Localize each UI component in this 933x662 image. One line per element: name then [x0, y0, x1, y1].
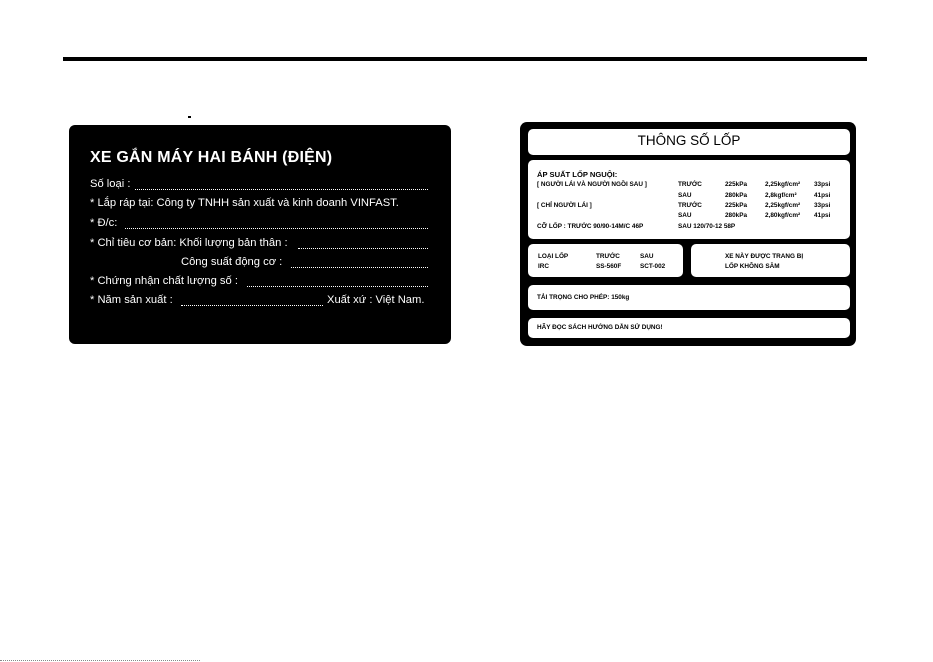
- assembled-line: * Lắp ráp tại: Công ty TNHH sản xuất và kinh doanh VINFAST.: [90, 197, 399, 209]
- pressure-kpa: 280kPa: [725, 212, 748, 219]
- title-box: [528, 129, 850, 155]
- pressure-pos: TRƯỚC: [678, 181, 702, 188]
- tubeless-line-1: XE NÀY ĐƯỢC TRANG BỊ: [725, 253, 804, 260]
- rider-passenger-label: [ NGƯỜI LÁI VÀ NGƯỜI NGỒI SAU ]: [537, 181, 647, 188]
- tire-type-box: [528, 244, 683, 277]
- stray-mark: [188, 116, 191, 118]
- year-line: * Năm sản xuất :: [90, 294, 173, 306]
- model-line: Số loại :: [90, 178, 131, 190]
- specs-dots: [298, 248, 428, 249]
- pressure-psi: 41psi: [814, 192, 831, 199]
- pressure-pos: TRƯỚC: [678, 202, 702, 209]
- pressure-kgf: 2,25kgf/cm²: [765, 181, 801, 188]
- pressure-box: [528, 160, 850, 239]
- pressure-psi: 33psi: [814, 202, 831, 209]
- address-dots: [125, 228, 428, 229]
- motor-power-dots: [291, 267, 428, 268]
- vehicle-info-label: [69, 125, 451, 344]
- pressure-kgf: 2,25kgf/cm²: [765, 202, 801, 209]
- header-rule: [63, 57, 867, 61]
- tire-spec-label: [520, 122, 856, 346]
- max-load: TẢI TRỌNG CHO PHÉP: 150kg: [537, 294, 630, 301]
- motor-power-line: Công suất động cơ :: [181, 256, 283, 268]
- year-dots: [181, 305, 323, 306]
- tire-type-brand: IRC: [538, 263, 550, 270]
- tire-spec-title: THÔNG SỐ LỐP: [637, 133, 741, 148]
- manual-box: [528, 318, 850, 338]
- footer-rule: [0, 660, 200, 661]
- tire-size-rear: SAU 120/70-12 58P: [678, 223, 736, 230]
- pressure-kgf: 2,80kgf/cm²: [765, 212, 801, 219]
- rider-only-label: [ CHỈ NGƯỜI LÁI ]: [537, 202, 592, 209]
- tire-type-rear: SCT-002: [640, 263, 666, 270]
- pressure-kpa: 225kPa: [725, 202, 748, 209]
- pressure-psi: 33psi: [814, 181, 831, 188]
- model-dots: [135, 189, 428, 190]
- tire-type-header-2: SAU: [640, 253, 654, 260]
- tire-type-header-0: LOẠI LỐP: [538, 253, 569, 260]
- specs-line: * Chỉ tiêu cơ bản: Khối lượng bản thân :: [90, 237, 288, 249]
- cold-pressure-heading: ÁP SUẤT LỐP NGUỘI:: [537, 170, 618, 179]
- label-title: XE GẮN MÁY HAI BÁNH (ĐIỆN): [90, 149, 333, 166]
- tire-type-front: SS-560F: [596, 263, 622, 270]
- tubeless-line-2: LỐP KHÔNG SĂM: [725, 263, 780, 270]
- tubeless-box: [691, 244, 850, 277]
- pressure-kpa: 280kPa: [725, 192, 748, 199]
- quality-cert-dots: [247, 286, 428, 287]
- manual-notice: HÃY ĐỌC SÁCH HƯỚNG DẪN SỬ DỤNG!: [537, 324, 663, 331]
- quality-cert-line: * Chứng nhận chất lượng số :: [90, 275, 238, 287]
- address-line: * Đ/c:: [90, 217, 118, 229]
- pressure-pos: SAU: [678, 192, 692, 199]
- pressure-kpa: 225kPa: [725, 181, 748, 188]
- load-box: [528, 285, 850, 310]
- pressure-pos: SAU: [678, 212, 692, 219]
- tire-size-front: CỠ LỐP : TRƯỚC 90/90-14M/C 46P: [537, 223, 644, 230]
- pressure-psi: 41psi: [814, 212, 831, 219]
- tire-type-header-1: TRƯỚC: [596, 253, 620, 260]
- pressure-kgf: 2,8kgf/cm²: [765, 192, 797, 199]
- origin-line: Xuất xứ : Việt Nam.: [327, 294, 425, 306]
